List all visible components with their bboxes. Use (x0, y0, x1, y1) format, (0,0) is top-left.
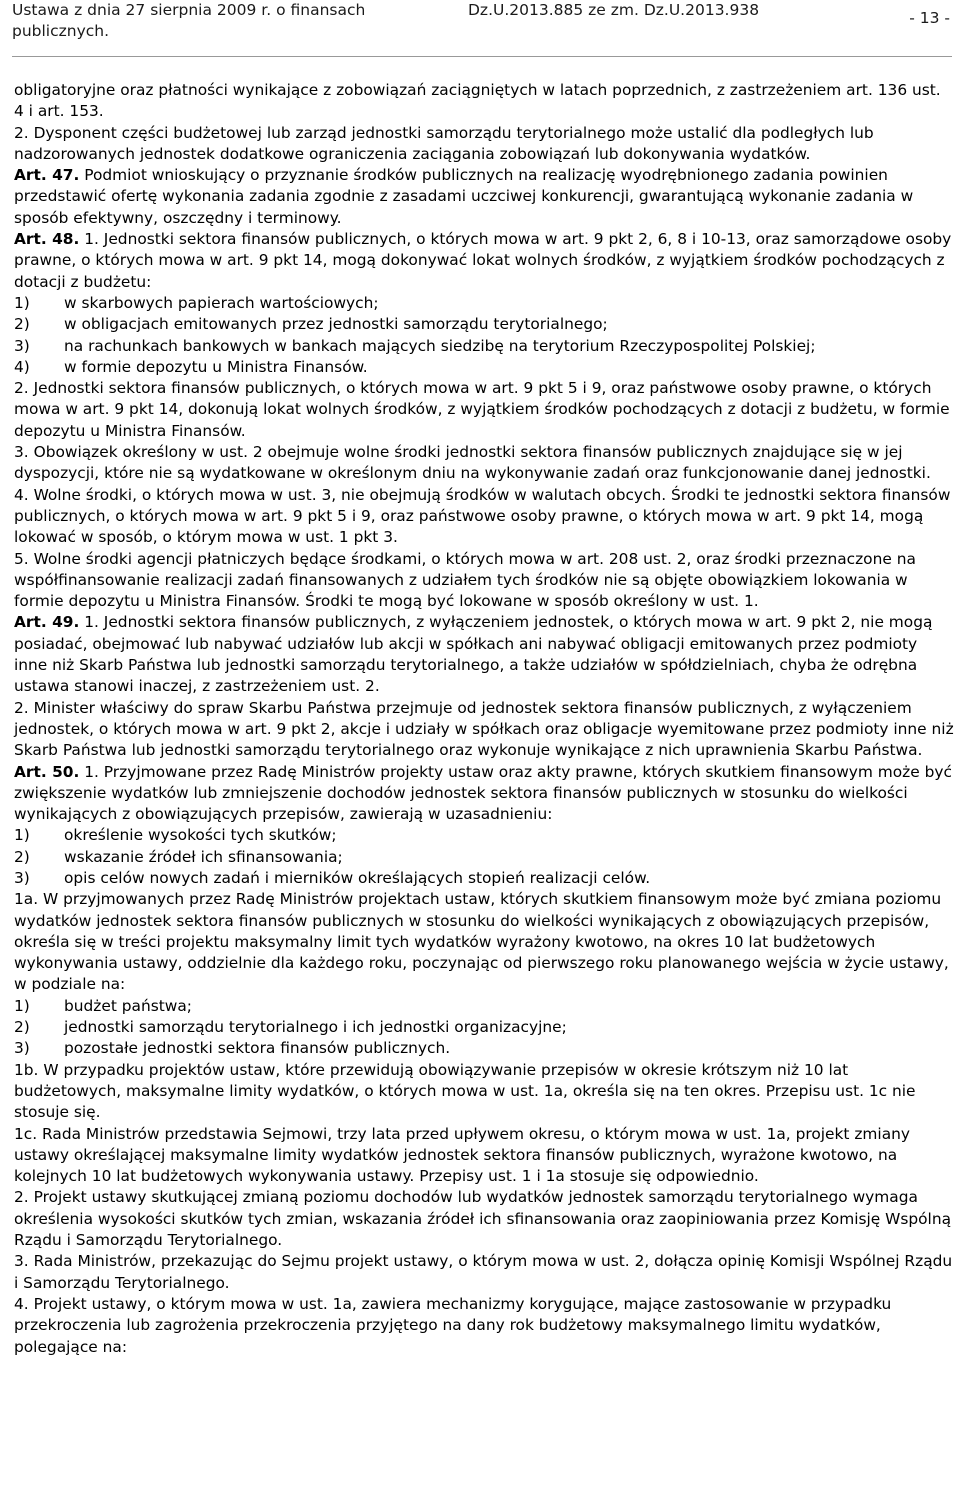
list-item (14, 847, 954, 868)
list-item (14, 1017, 954, 1038)
list-text: pozostałe jednostki sektora finansów publicznych. (64, 1039, 451, 1058)
document-body (14, 80, 954, 1358)
list-text: wskazanie źródeł ich sfinansowania; (64, 847, 343, 866)
list-text: w formie depozytu u Ministra Finansów. (64, 357, 368, 376)
list-number: 2) (14, 1018, 30, 1037)
act-title: Ustawa z dnia 27 sierpnia 2009 r. o finansach publicznych. (12, 1, 366, 40)
paragraph: 5. Wolne środki agencji płatniczych będące środkami, o których mowa w art. 208 ust. 2, oraz środki przeznaczone na współfinansowanie realizacji zadań finansowanych z udziałem tych środków nie są objęte obowiązkiem lokowania w formie depozytu u Ministra Finansów. Środki te mogą być lokowane w sposób określony w ust. 1. (14, 549, 916, 611)
list-number: 3) (14, 1039, 30, 1058)
list-text: określenie wysokości tych skutków; (64, 826, 337, 845)
list-text: opis celów nowych zadań i mierników określających stopień realizacji celów. (64, 868, 651, 887)
list-number: 2) (14, 847, 30, 866)
list-number: 3) (14, 868, 30, 887)
paragraph: 2. Jednostki sektora finansów publicznych, o których mowa w art. 9 pkt 5 i 9, oraz państwowe osoby prawne, o których mowa w art. 9 pkt 14, dokonują lokat wolnych środków, z wyjątkiem środków pochodzących z dotacji z budżetu, w formie depozytu u Ministra Finansów. (14, 379, 950, 440)
page-header (12, 0, 952, 57)
paragraph: 2. Minister właściwy do spraw Skarbu Państwa przejmuje od jednostek sektora finansów publicznych, z wyłączeniem jednostek, o których mowa w art. 9 pkt 2, akcje i udziały w spółkach oraz obligacje wyemitowane przez podmioty inne niż Skarb Państwa lub jednostki samorządu terytorialnego oraz wykonuje wynikające z nich uprawnienia Skarbu Państwa. (14, 698, 954, 760)
list-item (14, 1038, 954, 1059)
list-item (14, 868, 954, 889)
list-number: 3) (14, 336, 30, 355)
list-number: 4) (14, 357, 30, 376)
list-text: na rachunkach bankowych w bankach mających siedzibę na terytorium Rzeczypospolitej Polskiej; (64, 336, 816, 355)
paragraph: 1b. W przypadku projektów ustaw, które przewidują obowiązywanie przepisów w okresie krótszym niż 10 lat budżetowych, maksymalne limity wydatków, o których mowa w ust. 1a, określa się na ten okres. Przepisu ust. 1c nie stosuje się. (14, 1060, 916, 1122)
paragraph: 3. Obowiązek określony w ust. 2 obejmuje wolne środki jednostki sektora finansów publicznych znajdujące się w jej dyspozycji, które nie są wydatkowane w określonym dniu na wykonywanie zadań oraz funkcjonowanie danej jednostki. (14, 443, 931, 483)
list-text: jednostki samorządu terytorialnego i ich jednostki organizacyjne; (64, 1018, 567, 1037)
list-text: w skarbowych papierach wartościowych; (64, 293, 379, 312)
list-number: 1) (14, 293, 30, 312)
list-number: 2) (14, 315, 30, 334)
list-number: 1) (14, 996, 30, 1015)
article-text: 1. Przyjmowane przez Radę Ministrów projekty ustaw oraz akty prawne, których skutkiem finansowym może być zwiększenie wydatków lub zmniejszenie dochodów jednostek sektora finansów publicznych w stosunku do wielkości wynikających z obowiązujących przepisów, zawierają w uzasadnieniu: (14, 762, 952, 824)
list-item (14, 357, 954, 378)
article-text: Podmiot wnioskujący o przyznanie środków publicznych na realizację wyodrębnionego zadania powinien przedstawić ofertę wykonania zadania zgodnie z zasadami uczciwej konkurencji, gwarantującą wykonanie zadania w sposób efektywny, oszczędny i terminowy. (14, 166, 914, 227)
article-49 (14, 612, 954, 697)
paragraph: 1c. Rada Ministrów przedstawia Sejmowi, trzy lata przed upływem okresu, o którym mowa w ust. 1a, projekt zmiany ustawy określającej maksymalne limity wydatków jednostek sektora finansów publicznych, wyrażone kwotowo, na kolejnych 10 lat budżetowych wykonywania ustawy. Przepisy ust. 1 i 1a stosuje się odpowiednio. (14, 1124, 910, 1186)
article-label: Art. 47. (14, 166, 80, 185)
article-label: Art. 49. (14, 613, 80, 632)
article-text: 1. Jednostki sektora finansów publicznych, o których mowa w art. 9 pkt 2, 6, 8 i 10-13, oraz samorządowe osoby prawne, o których mowa w art. 9 pkt 14, mogą dokonywać lokat wolnych środków, z wyjątkiem środków pochodzących z dotacji z budżetu: (14, 230, 952, 291)
list-item (14, 314, 954, 335)
article-label: Art. 50. (14, 762, 80, 781)
journal-reference: Dz.U.2013.885 ze zm. Dz.U.2013.938 (468, 1, 760, 19)
article-47 (14, 165, 954, 229)
article-48 (14, 229, 954, 293)
paragraph: 4. Projekt ustawy, o którym mowa w ust. 1a, zawiera mechanizmy korygujące, mające zastosowanie w przypadku przekroczenia lub zagrożenia przekroczenia przyjętego na dany rok budżetowy maksymalnego limitu wydatków, polegające na: (14, 1294, 892, 1356)
page-number: - 13 - (909, 9, 950, 27)
list-item (14, 825, 954, 846)
list-item (14, 996, 954, 1017)
list-text: w obligacjach emitowanych przez jednostki samorządu terytorialnego; (64, 315, 608, 334)
paragraph: 3. Rada Ministrów, przekazując do Sejmu projekt ustawy, o którym mowa w ust. 2, dołącza opinię Komisji Wspólnej Rządu i Samorządu Terytorialnego. (14, 1252, 953, 1292)
list-text: budżet państwa; (64, 996, 192, 1015)
article-text: 1. Jednostki sektora finansów publicznych, z wyłączeniem jednostek, o których mowa w art. 9 pkt 2, nie mogą posiadać, obejmować lub nabywać udziałów lub akcji w spółkach ani nabywać obligacji emitowanych przez podmioty inne niż Skarb Państwa lub jednostki samorządu terytorialnego, a także udziałów w spółdzielniach, chyba że odrębna ustawa stanowi inaczej, z zastrzeżeniem ust. 2. (14, 613, 933, 696)
paragraph: 1a. W przyjmowanych przez Radę Ministrów projektach ustaw, których skutkiem finansowym może być zmiana poziomu wydatków jednostek sektora finansów publicznych w stosunku do wielkości wynikających z obowiązujących przepisów, określa się w treści projektu maksymalny limit tych wydatków wyrażony kwotowo, na okres 10 lat budżetowych wykonywania ustawy, oddzielnie dla każdego roku, poczynając od pierwszego roku planowanego wejścia w życie ustawy, w podziale na: (14, 890, 949, 994)
paragraph: 2. Projekt ustawy skutkującej zmianą poziomu dochodów lub wydatków jednostek samorządu terytorialnego wymaga określenia wysokości skutków tych zmian, wskazania źródeł ich sfinansowania oraz zaopiniowania przez Komisję Wspólną Rządu i Samorządu Terytorialnego. (14, 1188, 952, 1250)
paragraph: obligatoryjne oraz płatności wynikające z zobowiązań zaciągniętych w latach poprzednich, z zastrzeżeniem art. 136 ust. 4 i art. 153. (14, 81, 941, 121)
paragraph: 2. Dysponent części budżetowej lub zarząd jednostki samorządu terytorialnego może ustalić dla podległych lub nadzorowanych jednostek dodatkowe ograniczenia zaciągania zobowiązań lub dokonywania wydatków. (14, 123, 874, 163)
article-label: Art. 48. (14, 230, 80, 249)
list-item (14, 293, 954, 314)
paragraph: 4. Wolne środki, o których mowa w ust. 3, nie obejmują środków w walutach obcych. Środki te jednostki sektora finansów publicznych, o których mowa w art. 9 pkt 5 i 9, oraz państwowe osoby prawne, o których mowa w art. 9 pkt 14, mogą lokować w sposób, o którym mowa w ust. 1 pkt 3. (14, 485, 951, 547)
list-item (14, 336, 954, 357)
article-50 (14, 762, 954, 826)
list-number: 1) (14, 826, 30, 845)
